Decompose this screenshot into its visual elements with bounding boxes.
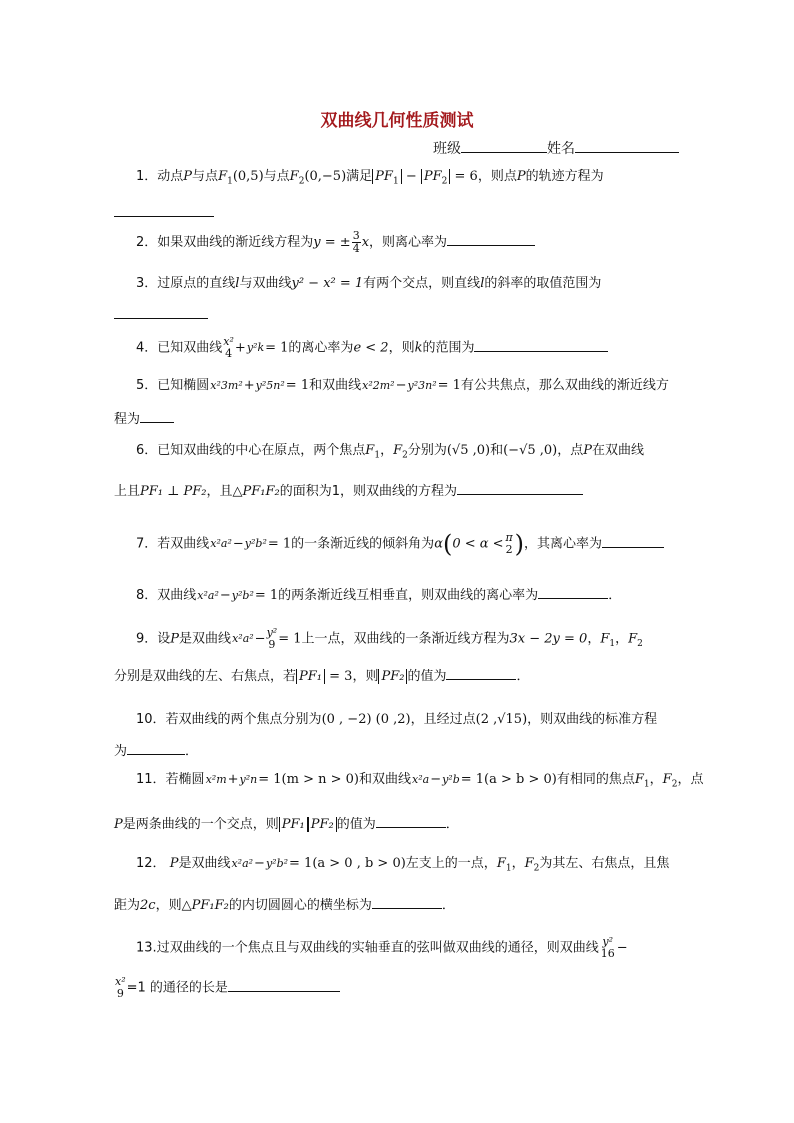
question-13: 13.过双曲线的一个焦点且与双曲线的实轴垂直的弦叫做双曲线的通径，则双曲线 y² 16 − (136, 935, 628, 960)
question-10: 10．若双曲线的两个焦点分别为(0 , −2) (0 ,2)，且经过点(2 ,√15)，则双曲线的标准方程 (136, 712, 658, 727)
page-title: 双曲线几何性质测试 (320, 111, 474, 131)
class-name-line (433, 138, 679, 158)
question-2: 2．如果双曲线的渐近线方程为y = ± $\frac{3}{4}$ x，则离心率为 (136, 230, 706, 255)
question-3: 3．过原点的直线l与双曲线y² − x² = 1有两个交点，则直线l的斜率的取值范围为 (136, 276, 602, 291)
answer-blank-10[interactable] (127, 742, 185, 755)
question-7: 7．若双曲线x²a²−y²b²= 1的一条渐近线的倾斜角为α(0 < α < π 2 )，其离心率为 (136, 532, 706, 556)
answer-blank-11[interactable] (376, 815, 446, 828)
answer-blank-9[interactable] (446, 667, 516, 680)
question-1: 1．动点P与点$F_1(0,5)$与点$F_2(0,-5)$满足 $PF_1 - PF_2 = 6$，则点P的轨迹方程为 (136, 169, 604, 187)
answer-blank-2[interactable] (447, 233, 535, 246)
answer-blank-4[interactable] (474, 339, 608, 352)
question-9-cont: 分别是双曲线的左、右焦点，若 PF₁ = 3，则 PF₂ 的值为 ． (114, 669, 530, 684)
question-12-cont: 距为2c，则△PF₁F₂的内切圆圆心的横坐标为 ． (114, 898, 455, 913)
answer-blank-7[interactable] (602, 535, 664, 548)
answer-blank-12[interactable] (372, 896, 442, 909)
answer-blank-1[interactable] (114, 204, 214, 223)
question-5-cont: 程为 (114, 410, 174, 429)
answer-blank-3[interactable] (114, 306, 208, 325)
question-12: 12． P是双曲线x²a²−y²b²= 1(a > 0 , b > 0)左支上的一点，$F_1$，$F_2$为其左、右焦点，且焦 (136, 856, 670, 874)
question-6-cont: 上且PF₁ ⊥ PF₂，且△PF₁F₂的面积为1，则双曲线的方程为 (114, 482, 583, 501)
name-blank[interactable] (575, 140, 679, 153)
question-5: 5．已知椭圆x²3m²+y²5n²= 1和双曲线x²2m²−y²3n²= 1有公共焦点，那么双曲线的渐近线方 (136, 378, 669, 393)
question-4: 4．已知双曲线x² 4 +y²k= 1的离心率为e < 2，则k的范围为 (136, 336, 706, 360)
answer-blank-13[interactable] (228, 979, 340, 992)
question-9: 9．设P是双曲线x²a²−y² 9 = 1上一点，双曲线的一条渐近线方程为3x − 2y = 0，$F_1$，$F_2$ (136, 626, 643, 651)
question-8: 8．双曲线x²a²−y²b²= 1的两条渐近线互相垂直，则双曲线的离心率为 ． (136, 588, 622, 603)
question-13-cont: x² 9 =1 的通径的长是 (114, 976, 340, 1000)
name-label: 姓名 (547, 141, 575, 157)
question-11-cont: P是两条曲线的一个交点，则 PF₁ PF₂ 的值为 ． (114, 817, 459, 832)
class-label: 班级 (433, 141, 461, 157)
question-10-cont: 为 ． (114, 744, 199, 759)
class-blank[interactable] (461, 140, 547, 153)
answer-blank-6[interactable] (457, 482, 583, 495)
answer-blank-8[interactable] (538, 586, 608, 599)
answer-blank-5[interactable] (140, 410, 174, 423)
question-6: 6．已知双曲线的中心在原点，两个焦点$F_1$，$F_2$分别为(√5 ,0)和(−√5 ,0)，点P在双曲线 (136, 443, 645, 461)
question-11: 11．若椭圆x²m+y²n= 1(m > n > 0)和双曲线x²a−y²b= 1(a > b > 0)有相同的焦点$F_1$，$F_2$，点 (136, 772, 704, 790)
